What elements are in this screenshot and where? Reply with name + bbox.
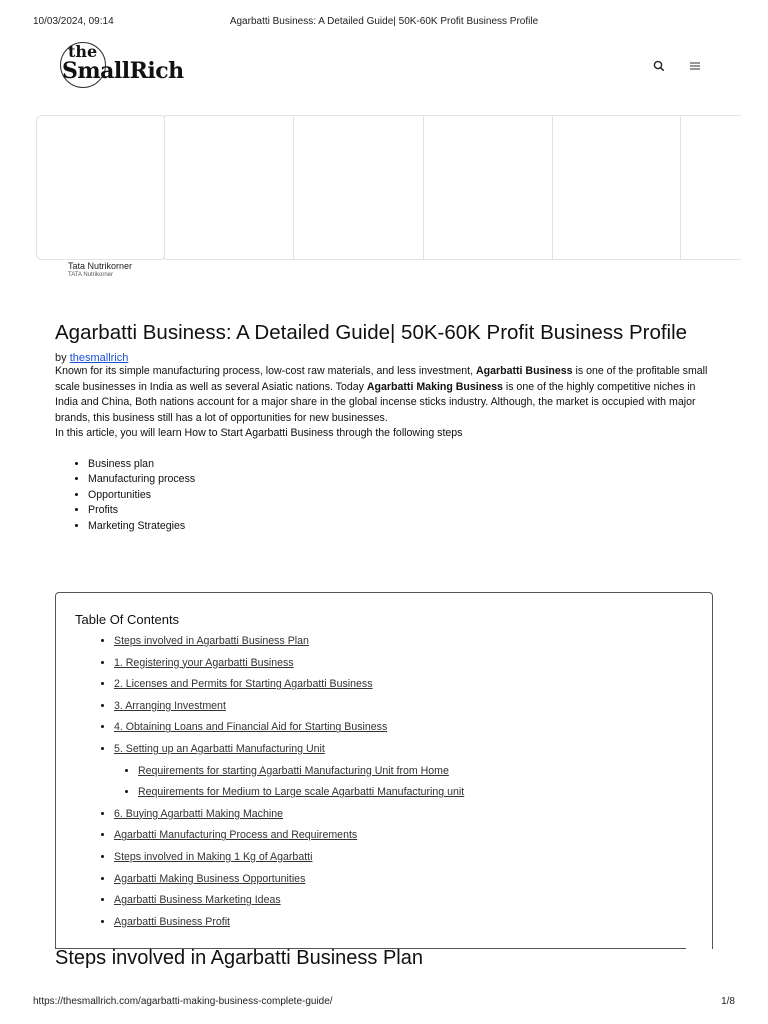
list-item: • Manufacturing process (88, 472, 715, 488)
toc-item (114, 890, 464, 912)
intro-text-1: Known for its simple manufacturing process, low-cost raw materials, and less investment, (55, 365, 476, 377)
intro-text-2: is one of the profitable small scale businesses in India as well as several Asiatic nations. Today (55, 365, 708, 393)
toc-item (114, 869, 464, 891)
toc-link[interactable]: 2. Licenses and Permits for Starting Agarbatti Business (114, 678, 373, 691)
toc-link[interactable]: 5. Setting up an Agarbatti Manufacturing Unit (114, 742, 325, 755)
toc-link[interactable]: Requirements for starting Agarbatti Manufacturing Unit from Home (138, 764, 449, 777)
article-title: Agarbatti Business: A Detailed Guide| 50K-60K Profit Business Profile (55, 321, 688, 344)
list-item: • Marketing Strategies (88, 519, 715, 535)
toc-item (114, 739, 464, 761)
site-logo[interactable] (60, 42, 190, 88)
toc-item (114, 717, 464, 739)
steps-list (55, 457, 715, 535)
list-item: • Opportunities (88, 488, 715, 504)
byline-prefix: by (55, 352, 67, 364)
toc-item (114, 631, 464, 653)
carousel-card[interactable] (164, 115, 294, 260)
logo-brand-text: SmallRich (62, 58, 184, 84)
toc-link[interactable]: 1. Registering your Agarbatti Business (114, 656, 294, 669)
product-carousel (36, 115, 732, 285)
toc-link[interactable]: Agarbatti Making Business Opportunities (114, 872, 306, 885)
toc-subitem (138, 782, 464, 804)
carousel-card[interactable] (423, 115, 553, 260)
carousel-card[interactable] (552, 115, 681, 260)
logo-the-text: the (68, 42, 98, 61)
toc-item (114, 912, 464, 934)
carousel-card-subtitle: TATA Nutrikorner (68, 272, 114, 278)
toc-link[interactable]: 3. Arranging Investment (114, 699, 226, 712)
toc-item (114, 653, 464, 675)
print-timestamp: 10/03/2024, 09:14 (33, 16, 114, 27)
section-heading: Steps involved in Agarbatti Business Plan (55, 947, 423, 969)
hamburger-menu-icon[interactable] (688, 59, 702, 73)
carousel-card[interactable] (36, 115, 166, 260)
carousel-card[interactable] (680, 115, 741, 260)
toc-item (114, 804, 464, 826)
toc-item (114, 847, 464, 869)
list-item: • Profits (88, 503, 715, 519)
intro-text-3: is one of the highly competitive niches in India and China, Both nations account for a major share in the global incense sticks industry. Although, the market is occupied with major brands, this business still has a lot of opportunities for new businesses. (55, 380, 696, 424)
toc-title: Table Of Contents (75, 612, 180, 627)
author-link[interactable]: thesmallrich (69, 352, 129, 364)
print-document-title: Agarbatti Business: A Detailed Guide| 50K-60K Profit Business Profile (229, 16, 539, 27)
toc-item (114, 825, 464, 847)
toc-link[interactable]: Agarbatti Manufacturing Process and Requirements (114, 829, 358, 842)
toc-item (114, 674, 464, 696)
lead-paragraph: In this article, you will learn How to Start Agarbatti Business through the following steps (55, 427, 463, 439)
search-icon[interactable] (652, 59, 666, 73)
toc-item (114, 696, 464, 718)
carousel-card-title[interactable]: Tata Nutrikorner (68, 261, 133, 271)
toc-link[interactable]: Steps involved in Making 1 Kg of Agarbatti (114, 850, 313, 863)
intro-bold-1: Agarbatti Business (475, 365, 573, 377)
intro-paragraph (55, 364, 715, 426)
toc-link[interactable]: Requirements for Medium to Large scale Agarbatti Manufacturing unit (138, 786, 465, 799)
print-page-number: 1/8 (721, 996, 735, 1007)
print-url: https://thesmallrich.com/agarbatti-making-business-complete-guide/ (33, 996, 333, 1007)
toc-subitem (138, 761, 464, 783)
toc-link[interactable]: 6. Buying Agarbatti Making Machine (114, 807, 284, 820)
table-of-contents (55, 592, 713, 949)
byline (55, 352, 715, 364)
toc-link[interactable]: Agarbatti Business Profit (114, 915, 230, 928)
article (55, 320, 715, 534)
toc-link[interactable]: 4. Obtaining Loans and Financial Aid for Starting Business (114, 721, 388, 734)
toc-link[interactable]: Steps involved in Agarbatti Business Plan (114, 635, 309, 647)
carousel-card[interactable] (293, 115, 425, 260)
list-item: • Business plan (88, 457, 715, 473)
toc-link[interactable]: Agarbatti Business Marketing Ideas (114, 894, 281, 907)
intro-bold-2: Agarbatti Making Business (366, 380, 503, 393)
toc-list (56, 631, 464, 933)
